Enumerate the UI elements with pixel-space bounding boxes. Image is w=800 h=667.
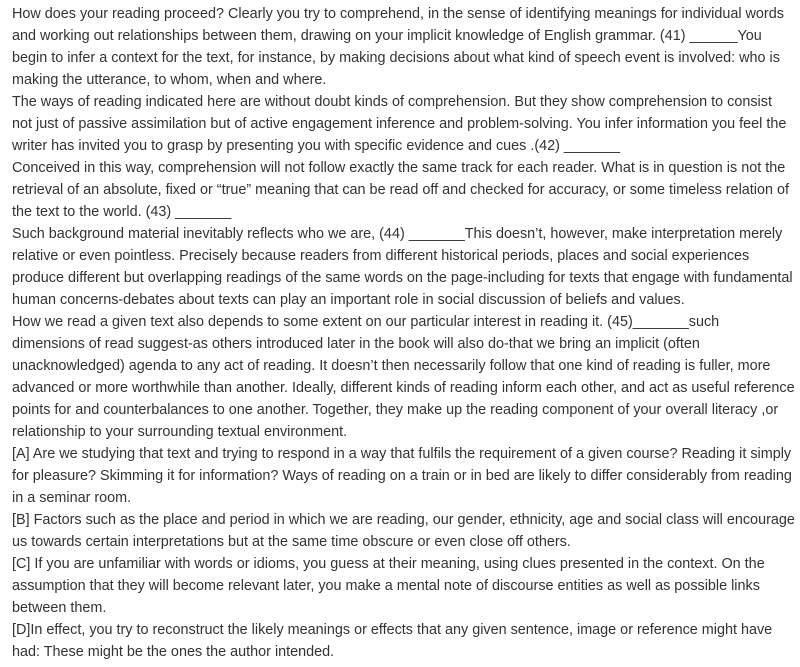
passage-paragraph-5: How we read a given text also depends to some extent on our particular interest in reading it. (45)_______such dimensions of read suggest-as others introduced later in the book will also do-that we bring an implicit (often unacknowledged) agenda to any act of reading. It doesn’t then necessarily follow that one kind of reading is fuller, more advanced or more worthwhile than another. Ideally, different kinds of reading inform each other, and act as useful reference points for and counterbalances to one another. Together, they make up the reading component of your overall literacy ,or relationship to your surrounding textual environment. (12, 314, 795, 440)
passage-paragraph-1: How does your reading proceed? Clearly you try to comprehend, in the sense of identifying meanings for individual words and working out relationships between them, drawing on your implicit knowledge of English grammar. (41) ______You begin to infer a context for the text, for instance, by making decisions about what kind of speech event is involved: who is making the utterance, to whom, when and where. (12, 6, 784, 88)
option-b: [B] Factors such as the place and period in which we are reading, our gender, ethnicity, age and social class will encourage us towards certain interpretations but at the same time obscure or even close off others. (12, 512, 795, 550)
passage-paragraph-3: Conceived in this way, comprehension will not follow exactly the same track for each reader. What is in question is not the retrieval of an absolute, fixed or “true” meaning that can be read off and checked for accuracy, or some timeless relation of the text to the world. (43) _______ (12, 160, 789, 220)
option-d: [D]In effect, you try to reconstruct the likely meanings or effects that any given sentence, image or reference might have had: These might be the ones the author intended. (12, 622, 773, 660)
passage-paragraph-2: The ways of reading indicated here are without doubt kinds of comprehension. But they show comprehension to consist not just of passive assimilation but of active engagement inference and problem-solving. You infer information you feel the writer has invited you to grasp by presenting you with specific evidence and cues .(42) _______ (12, 94, 787, 154)
option-a: [A] Are we studying that text and trying to respond in a way that fulfils the requirement of a given course? Reading it simply for pleasure? Skimming it for information? Ways of reading on a train or in bed are likely to differ considerably from reading in a seminar room. (12, 446, 792, 506)
option-c: [C] If you are unfamiliar with words or idioms, you guess at their meaning, using clues presented in the context. On the assumption that they will become relevant later, you make a mental note of discourse entities as well as possible links between them. (12, 556, 765, 616)
passage-paragraph-4: Such background material inevitably reflects who we are, (44) _______This doesn’t, however, make interpretation merely relative or even pointless. Precisely because readers from different historical periods, places and social experiences produce different but overlapping readings of the same words on the page-including for texts that engage with fundamental human concerns-debates about texts can play an important role in social discussion of beliefs and values. (12, 226, 793, 308)
